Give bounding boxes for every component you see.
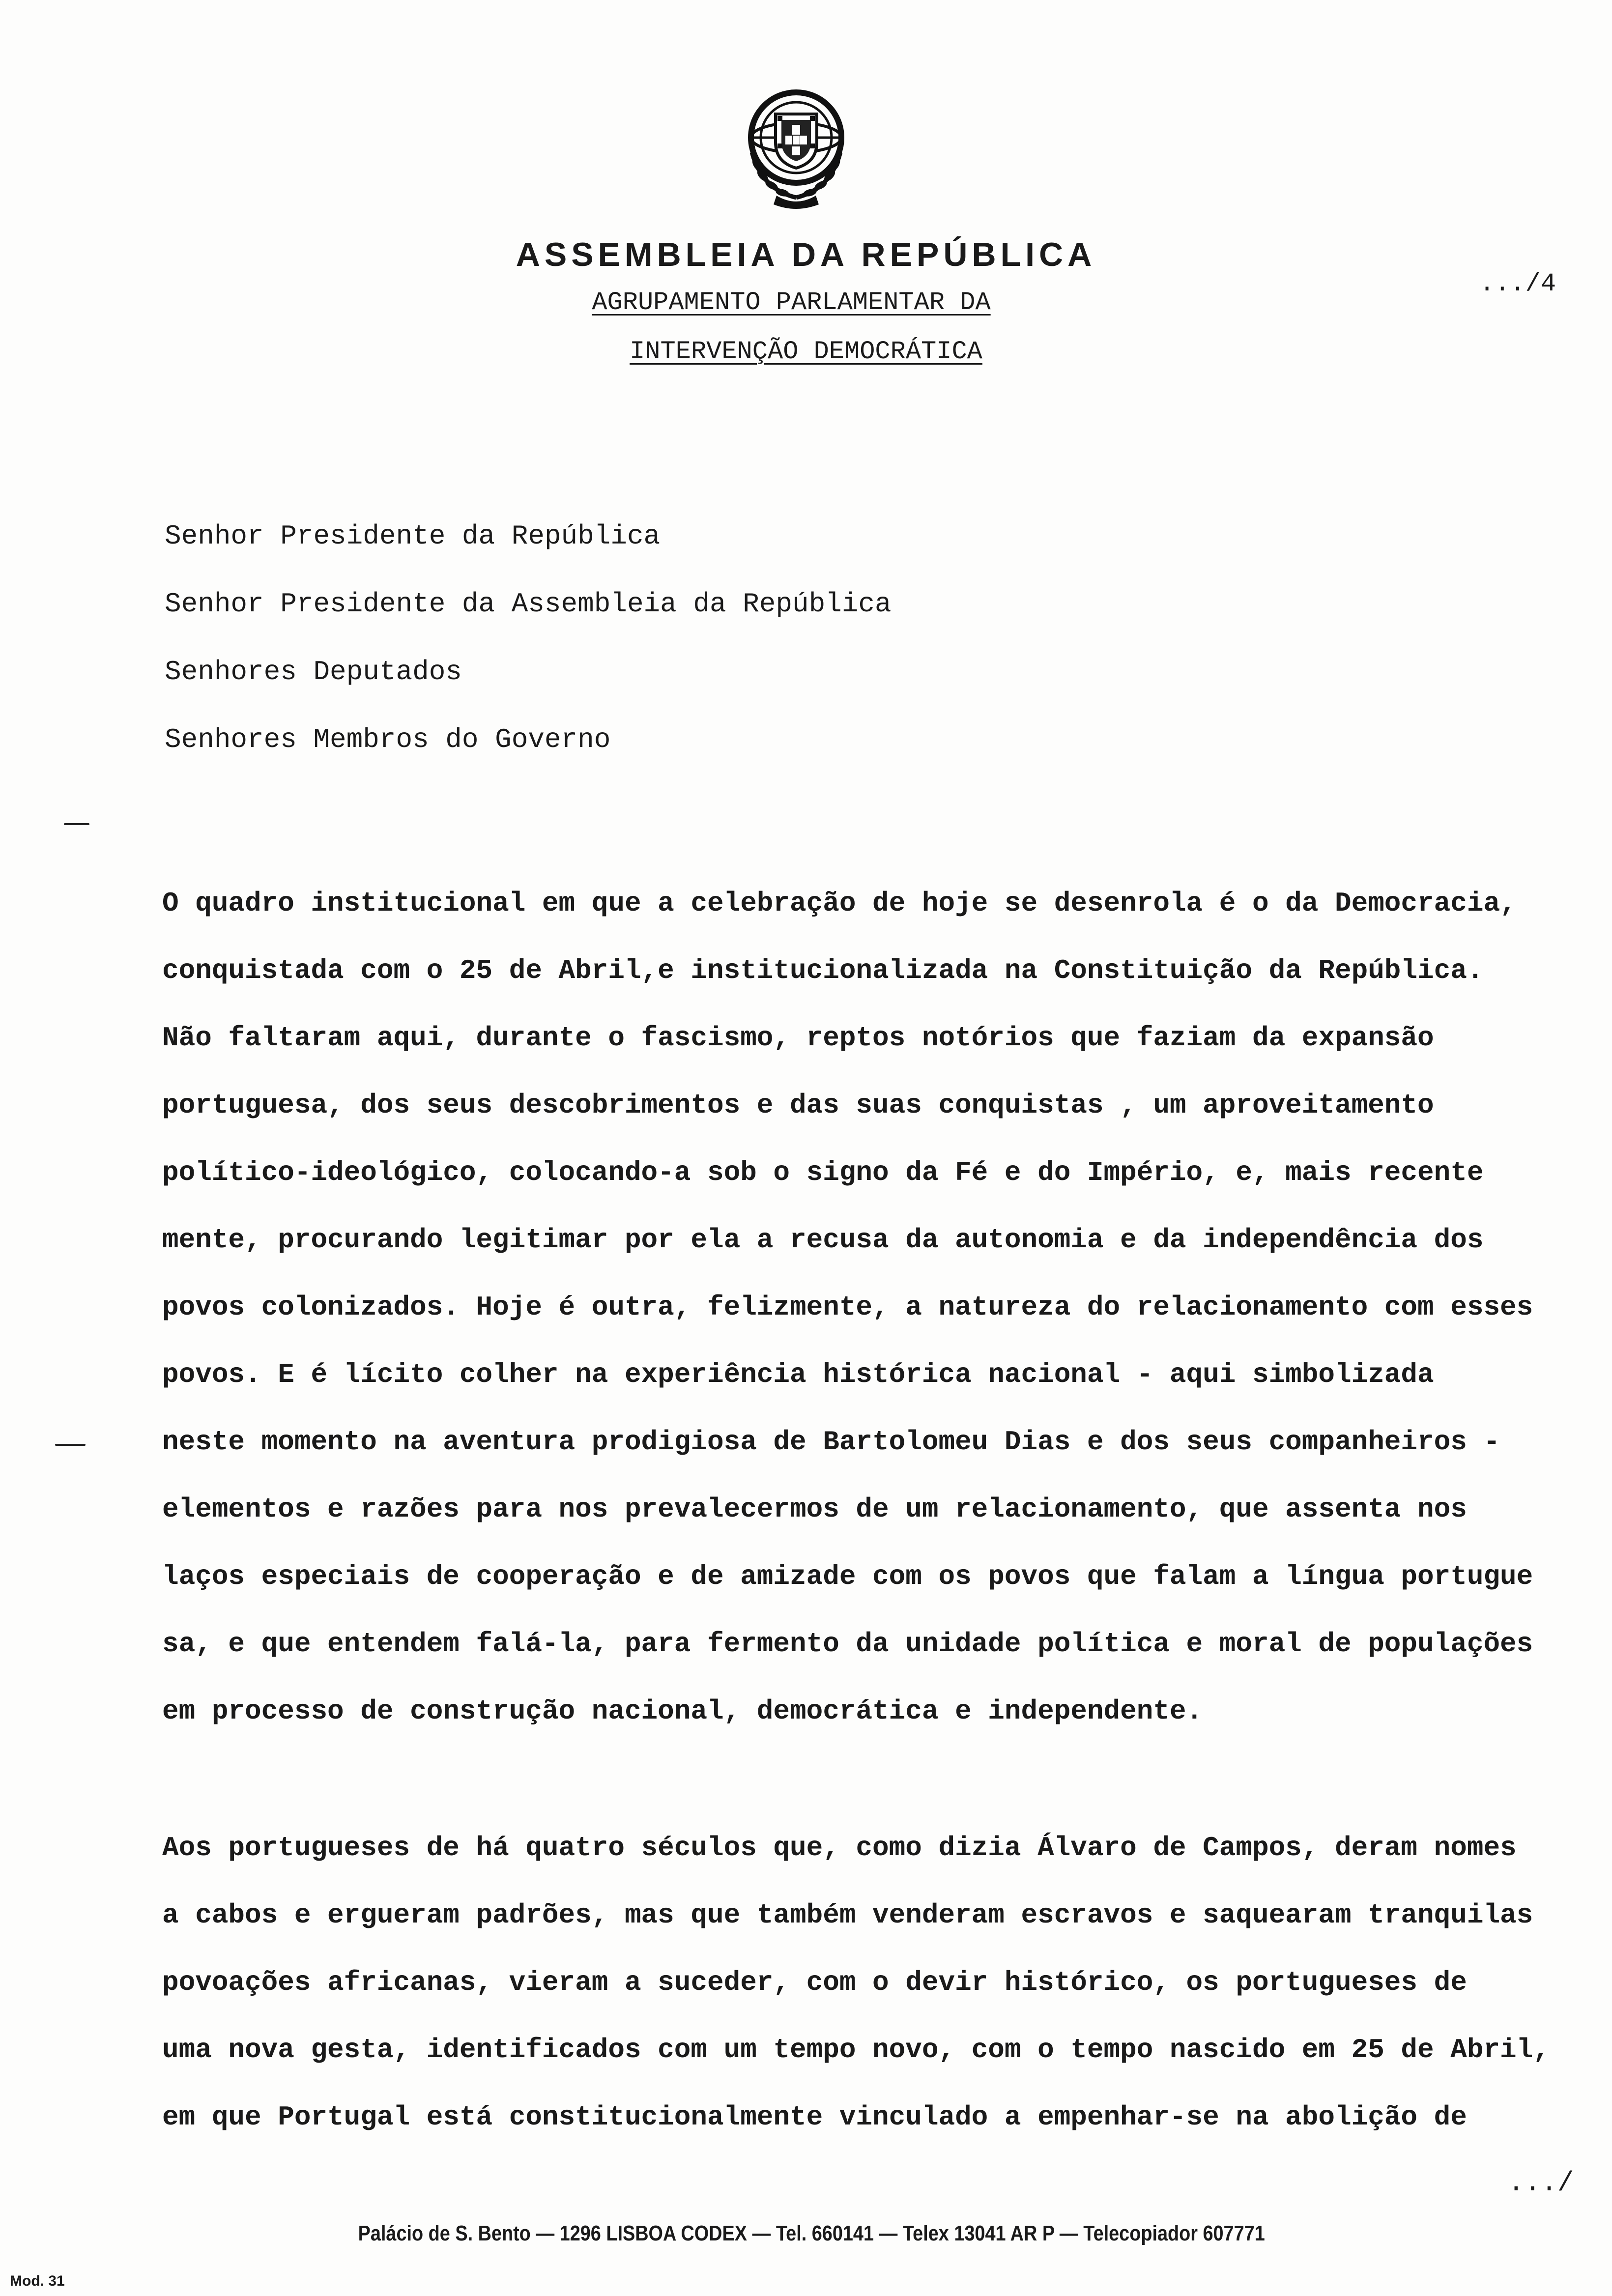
salutation-line: Senhor Presidente da Assembleia da República (165, 588, 892, 620)
text-line: laços especiais de cooperação e de amizade com os povos que falam a língua portugue (162, 1561, 1533, 1592)
margin-mark (55, 1444, 86, 1446)
text-line: em que Portugal está constitucionalmente vinculado a empenhar-se na abolição de (162, 2101, 1467, 2133)
salutations (165, 502, 892, 774)
salutation-line: Senhores Deputados (165, 656, 462, 688)
margin-mark (64, 823, 89, 825)
paragraph-1 (162, 870, 1568, 1745)
text-line: portuguesa, dos seus descobrimentos e das suas conquistas , um aproveitamento (162, 1090, 1434, 1121)
text-line: neste momento na aventura prodigiosa de Bartolomeu Dias e dos seus companheiros - (162, 1426, 1500, 1458)
text-line: povos colonizados. Hoje é outra, felizmente, a natureza do relacionamento com esses (162, 1292, 1533, 1323)
group-name-line2: INTERVENÇÃO DEMOCRÁTICA (630, 337, 982, 366)
text-line: a cabos e ergueram padrões, mas que também venderam escravos e saquearam tranquilas (162, 1899, 1533, 1931)
text-line: político-ideológico, colocando-a sob o signo da Fé e do Império, e, mais recente (162, 1157, 1484, 1188)
text-line: uma nova gesta, identificados com um tempo novo, com o tempo nascido em 25 de Abril, (162, 2034, 1550, 2066)
text-line: mente, procurando legitimar por ela a recusa da autonomia e da independência dos (162, 1224, 1484, 1256)
page-number: .../4 (1479, 269, 1556, 298)
text-line: Aos portugueses de há quatro séculos que, como dizia Álvaro de Campos, deram nomes (162, 1832, 1517, 1864)
text-line: sa, e que entendem falá-la, para fermento da unidade política e moral de populações (162, 1628, 1533, 1660)
form-code: Mod. 31 (10, 2273, 65, 2289)
text-line: em processo de construção nacional, democrática e independente. (162, 1695, 1203, 1727)
text-line: Não faltaram aqui, durante o fascismo, reptos notórios que faziam da expansão (162, 1022, 1434, 1054)
text-line: povoações africanas, vieram a suceder, com o devir histórico, os portugueses de (162, 1967, 1467, 1998)
institution-title: ASSEMBLEIA DA REPÚBLICA (516, 236, 1096, 273)
letterhead-footer: Palácio de S. Bento — 1296 LISBOA CODEX — Tel. 660141 — Telex 13041 AR P — Telecopiador 607771 (358, 2221, 1265, 2245)
paragraph-2 (162, 1814, 1568, 2151)
continuation-marker: .../ (1508, 2167, 1574, 2199)
text-line: O quadro institucional em que a celebração de hoje se desenrola é o da Democracia, (162, 888, 1517, 919)
text-line: conquistada com o 25 de Abril,e institucionalizada na Constituição da República. (162, 955, 1484, 986)
salutation-line: Senhor Presidente da República (165, 520, 661, 552)
group-name-line1: AGRUPAMENTO PARLAMENTAR DA (592, 288, 991, 317)
salutation-line: Senhores Membros do Governo (165, 724, 611, 755)
text-line: elementos e razões para nos prevalecermos de um relacionamento, que assenta nos (162, 1493, 1467, 1525)
coat-of-arms-icon (732, 84, 860, 211)
text-line: povos. E é lícito colher na experiência histórica nacional - aqui simbolizada (162, 1359, 1434, 1390)
